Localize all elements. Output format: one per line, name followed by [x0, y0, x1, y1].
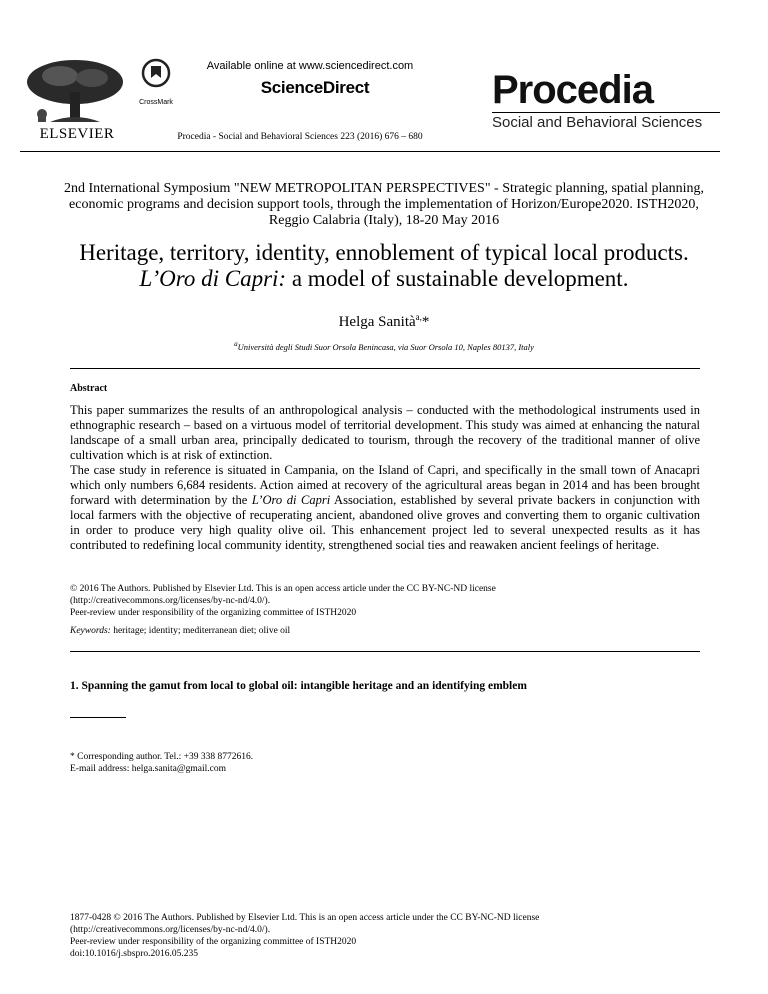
copyright-notice — [70, 583, 700, 619]
available-online-text: Available online at www.sciencedirect.com — [206, 60, 414, 72]
affiliation — [40, 340, 728, 352]
journal-citation: Procedia - Social and Behavioral Sciences 223 (2016) 676 – 680 — [177, 132, 423, 142]
title-line-1: Heritage, territory, identity, ennoblement of typical local products. — [79, 240, 689, 265]
article-title — [40, 240, 728, 292]
footnote-rule — [70, 717, 126, 718]
abstract-p2-part-b: Association, established by several private backers in conjunction with local farmers with the objective of recuperating ancient, abandoned olive groves and converting them to organic cultivation in order to produce very high quality olive oil. This enhancement project led to several unexpected results as it has contributed to redefining local community identity, strengthened social ties and reawaken ancient feelings of heritage. — [70, 493, 700, 552]
conference-info: 2nd International Symposium "NEW METROPOLITAN PERSPECTIVES" - Strategic planning, spatial planning, economic programs and decision support tools, through the implementation of Horizon/Europe2020. ISTH2020, Reggio Calabria (Italy), 18-20 May 2016 — [64, 181, 704, 228]
author-line — [40, 312, 728, 331]
abstract-paragraph-1: This paper summarizes the results of an anthropological analysis – conducted with the methodological instruments used in ethnographic research – based on a virtuous model of territorial development. This study was aimed at enhancing the natural landscape of a small urban area, principally dedicated to tourism, through the recovery of the traditional manner of olive cultivation which is at risk of extinction. — [70, 403, 700, 462]
abstract-paragraph-2 — [70, 463, 700, 553]
bottom-publication-info — [70, 912, 700, 960]
bottom-peer-review: Peer-review under responsibility of the organizing committee of ISTH2020 — [70, 937, 357, 947]
keywords — [70, 626, 700, 636]
procedia-subtitle: Social and Behavioral Sciences — [492, 114, 703, 131]
sciencedirect-logo[interactable]: ScienceDirect — [260, 78, 370, 97]
crossmark-label: CrossMark — [139, 99, 173, 106]
keywords-text: heritage; identity; mediterranean diet; olive oil — [110, 626, 291, 636]
procedia-divider — [492, 112, 720, 113]
footnote — [70, 751, 700, 775]
affiliation-marker: a — [234, 340, 238, 348]
corresponding-author: * Corresponding author. Tel.: +39 338 8772616. — [70, 752, 254, 762]
crossmark-icon — [141, 58, 171, 90]
abstract-top-rule — [70, 368, 700, 369]
peer-review-line: Peer-review under responsibility of the organizing committee of ISTH2020 — [70, 608, 357, 618]
keywords-label: Keywords: — [70, 626, 111, 636]
copyright-line: © 2016 The Authors. Published by Elsevier Ltd. This is an open access article under the CC BY-NC-ND license — [70, 584, 496, 594]
affiliation-text: Università degli Studi Suor Orsola Benincasa, via Suor Orsola 10, Naples 80137, Italy — [237, 341, 534, 352]
issn-line: 1877-0428 © 2016 The Authors. Published by Elsevier Ltd. This is an open access article under the CC BY-NC-ND license — [70, 913, 540, 923]
doi[interactable]: doi:10.1016/j.sbspro.2016.05.235 — [70, 949, 198, 959]
procedia-logo: Procedia — [492, 68, 653, 112]
bottom-license-link[interactable]: (http://creativecommons.org/licenses/by-nc-nd/4.0/). — [70, 925, 271, 935]
abstract-heading: Abstract — [70, 383, 108, 394]
author-name: Helga Sanità — [338, 314, 416, 330]
title-rest-part: a model of sustainable development. — [286, 266, 629, 291]
corresponding-marker: * — [421, 314, 430, 330]
title-italic-part: L’Oro di Capri: — [139, 266, 287, 291]
license-link[interactable]: (http://creativecommons.org/licenses/by-nc-nd/4.0/). — [70, 596, 271, 606]
crossmark-badge[interactable] — [134, 58, 178, 106]
section-1-heading: 1. Spanning the gamut from local to global oil: intangible heritage and an identifying emblem — [70, 680, 527, 692]
author-email[interactable]: E-mail address: helga.sanita@gmail.com — [70, 764, 226, 774]
author-affiliation-marker: a, — [415, 312, 422, 322]
title-line-2 — [40, 266, 728, 292]
abstract-body — [70, 403, 700, 553]
header-divider — [20, 151, 720, 152]
abstract-p2-italic: L’Oro di Capri — [251, 493, 331, 507]
abstract-bottom-rule — [70, 651, 700, 652]
abstract-p2-part-a: The case study in reference is situated in Campania, on the Island of Capri, and specifically in the small town of Anacapri which only numbers 6,684 residents. Action aimed at recovery of the agricultural areas began in 2014 and has been brought forward with determination by the — [70, 463, 700, 507]
publisher-name: ELSEVIER — [39, 126, 115, 142]
